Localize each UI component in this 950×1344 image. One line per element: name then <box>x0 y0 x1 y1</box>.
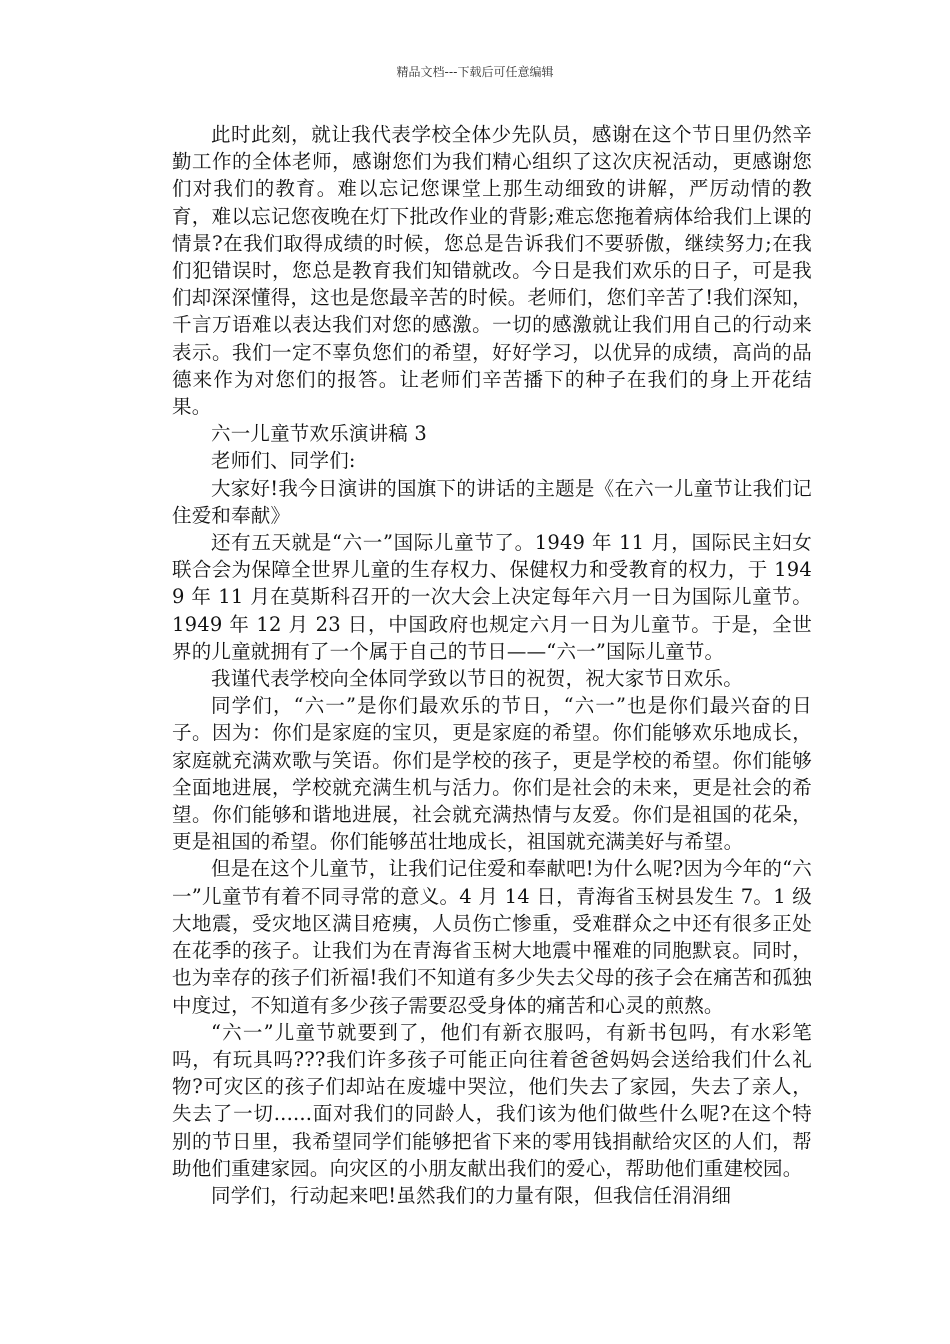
paragraph-greeting: 大家好!我今日演讲的国旗下的讲话的主题是《在六一儿童节让我们记住爱和奉献》 <box>172 476 812 527</box>
paragraph-donation: “六一”儿童节就要到了，他们有新衣服吗，有新书包吗，有水彩笔吗，有玩具吗???我们许多孩子可能正向往着爸爸妈妈会送给我们什么礼物?可灾区的孩子们却站在废墟中哭泣，他们失去了家园，失去了亲人，失去了一切......面对我们的同龄人，我们该为他们做些什么呢?在这个特别的节日里，我希望同学们能够把省下来的零用钱捐献给灾区的人们，帮助他们重建家园。向灾区的小朋友献出我们的爱心，帮助他们重建校园。 <box>172 1020 812 1180</box>
paragraph-congratulations: 我谨代表学校向全体同学致以节日的祝贺，祝大家节日欢乐。 <box>211 667 743 691</box>
paragraph-thanks-teachers: 此时此刻，就让我代表学校全体少先队员，感谢在这个节日里仍然辛勤工作的全体老师，感谢您们为我们精心组织了这次庆祝活动，更感谢您们对我们的教育。难以忘记您课堂上那生动细致的讲解，严厉动情的教育，难以忘记您夜晚在灯下批改作业的背影;难忘您拖着病体给我们上课的情景?在我们取得成绩的时候，您总是告诉我们不要骄傲，继续努力;在我们犯错误时，您总是教育我们知错就改。今日是我们欢乐的日子，可是我们却深深懂得，这也是您最辛苦的时候。老师们，您们辛苦了!我们深知，千言万语难以表达我们对您的感激。一切的感激就让我们用自己的行动来表示。我们一定不辜负您们的希望，好好学习，以优异的成绩，高尚的品德来作为对您们的报答。让老师们辛苦播下的种子在我们的身上开花结果。 <box>172 123 812 419</box>
paragraph-earthquake: 但是在这个儿童节，让我们记住爱和奉献吧!为什么呢?因为今年的“六一”儿童节有着不同寻常的意义。4 月 14 日，青海省玉树县发生 7。1 级大地震，受灾地区满目疮痍，人员伤亡惨重，受难群众之中还有很多正处在花季的孩子。让我们为在青海省玉树大地震中罹难的同胞默哀。同时，也为幸存的孩子们祈福!我们不知道有多少失去父母的孩子会在痛苦和孤独中度过，不知道有多少孩子需要忍受身体的痛苦和心灵的煎熬。 <box>172 857 812 1017</box>
page-header: 精品文档---下载后可任意编辑 <box>396 65 554 79</box>
paragraph-call-to-action: 同学们，行动起来吧!虽然我们的力量有限，但我信任涓涓细 <box>211 1183 732 1207</box>
document-body <box>172 121 812 1209</box>
section-title: 六一儿童节欢乐演讲稿 3 <box>211 422 428 446</box>
salutation: 老师们、同学们: <box>211 449 356 473</box>
paragraph-hope: 同学们，“六一”是你们最欢乐的节日，“六一”也是你们最兴奋的日子。因为：你们是家庭的宝贝，更是家庭的希望。你们能够欢乐地成长，家庭就充满欢歌与笑语。你们是学校的孩子，更是学校的希望。你们能够全面地进展，学校就充满生机与活力。你们是社会的未来，更是社会的希望。你们能够和谐地进展，社会就充满热情与友爱。你们是祖国的花朵，更是祖国的希望。你们能够茁壮地成长，祖国就充满美好与希望。 <box>172 694 812 854</box>
paragraph-childrens-day-history: 还有五天就是“六一”国际儿童节了。1949 年 11 月，国际民主妇女联合会为保障全世界儿童的生存权力、保健权力和受教育的权力，于 1949 年 11 月在莫斯科召开的一次大会上决定每年六月一日为国际儿童节。1949 年 12 月 23 日，中国政府也规定六月一日为儿童节。于是，全世界的儿童就拥有了一个属于自己的节日——“六一”国际儿童节。 <box>172 531 812 663</box>
